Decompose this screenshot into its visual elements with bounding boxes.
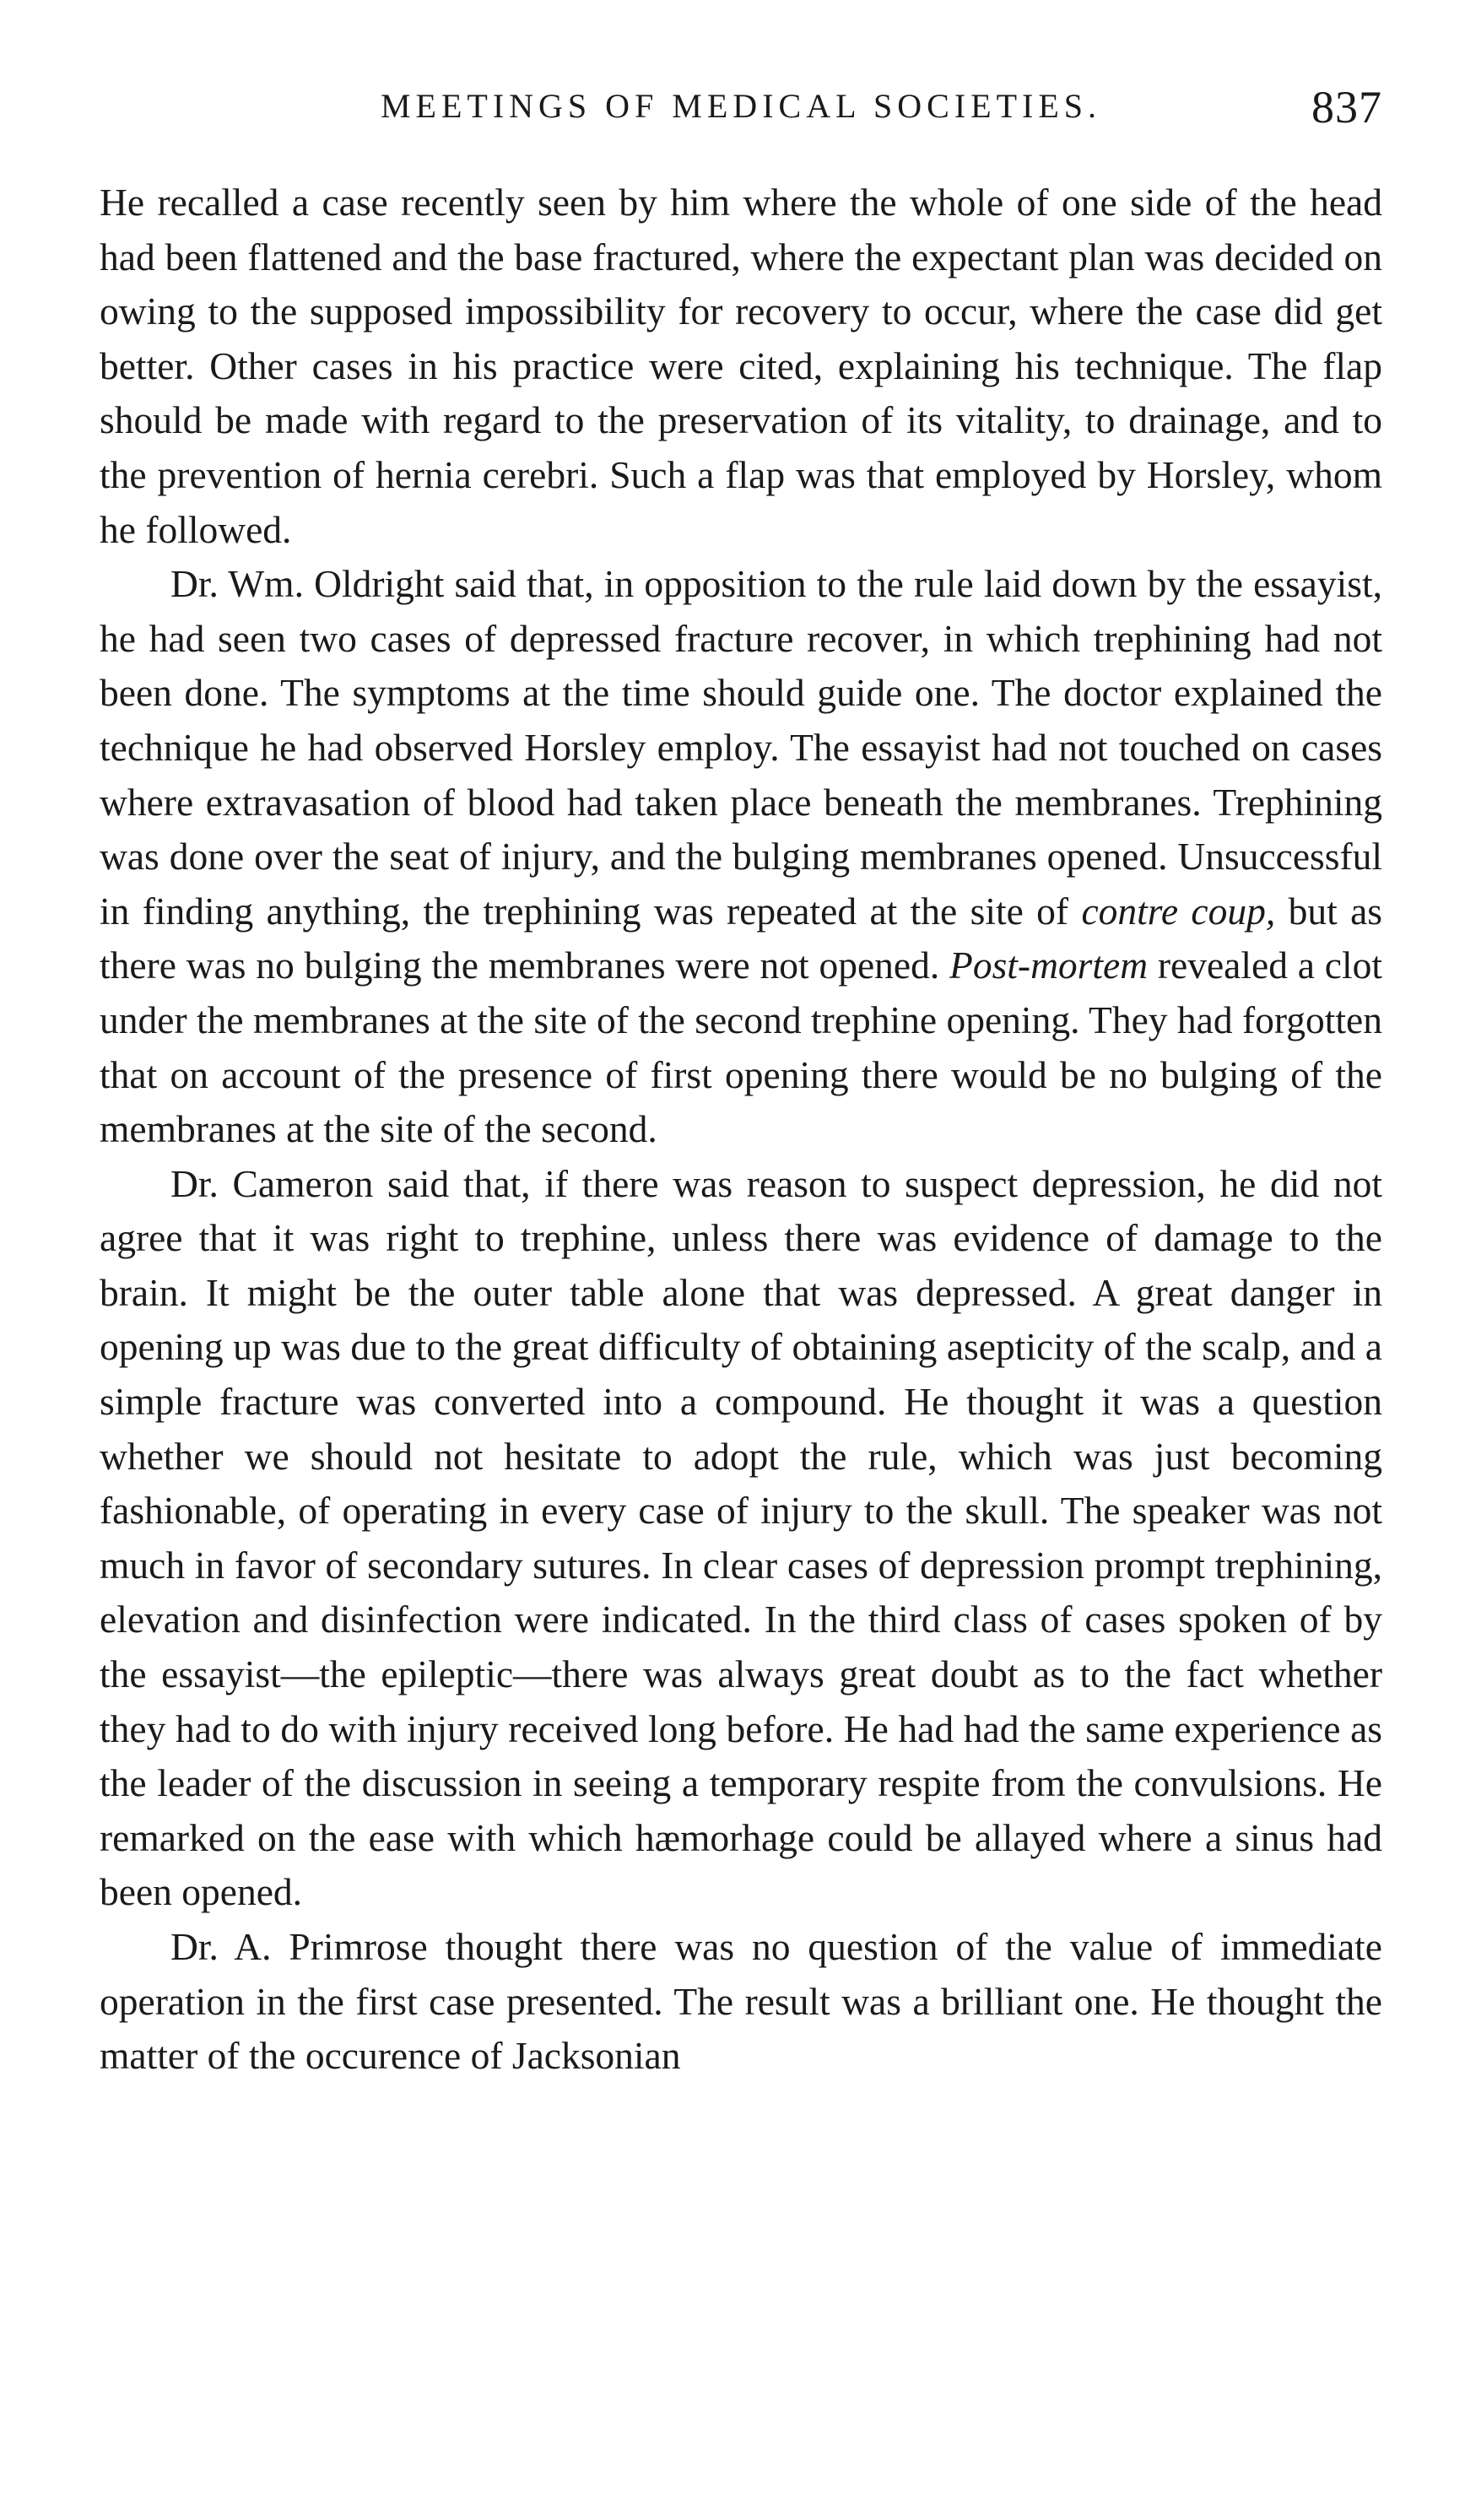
page-number: 837 (1311, 82, 1382, 132)
paragraph-text: Dr. Wm. Oldright said that, in opposition to the rule laid down by the essayist, he had seen two cases of depressed fracture recover, in which trephining had not been done. The symptoms at the time should guide one. The doctor explained the technique he had observed Horsley employ. The essayist had not touched on cases where extravasation of blood had taken place beneath the membranes. Trephining was done over the seat of injury, and the bulging membranes opened. Unsuccessful in finding anything, the trephining was repeated at the site of (100, 562, 1382, 933)
running-title: MEETINGS OF MEDICAL SOCIETIES. (380, 87, 1102, 125)
italic-term-contre-coup: contre coup, (1081, 889, 1276, 933)
paragraph-text: He recalled a case recently seen by him where the whole of one side of the head had been flattened and the base fractured, where the expectant plan was decided on owing to the supposed impossibility for recovery to occur, where the case did get better. Other cases in his practice were cited, explaining his technique. The flap should be made with regard to the preservation of its vitality, to drainage, and to the prevention of hernia cerebri. Such a flap was that employed by Horsley, whom he followed. (100, 181, 1382, 551)
paragraph-oldright (100, 557, 1382, 1157)
paragraph-text: Dr. Cameron said that, if there was reason to suspect depression, he did not agree that it was right to trephine, unless there was evidence of damage to the brain. It might be the outer table alone that was depressed. A great danger in opening up was due to the great difficulty of obtaining asepticity of the scalp, and a simple fracture was converted into a compound. He thought it was a question whether we should not hesitate to adopt the rule, which was just becoming fashionable, of operating in every case of injury to the skull. The speaker was not much in favor of secondary sutures. In clear cases of depression prompt trephining, elevation and disinfection were indicated. In the third class of cases spoken of by the essayist—the epileptic—there was always great doubt as to the fact whether they had to do with injury received long before. He had had the same experience as the leader of the discussion in seeing a temporary respite from the convulsions. He remarked on the ease with which hæmorhage could be allayed where a sinus had been opened. (100, 1161, 1382, 1914)
paragraph-text: revealed a clot under the membranes at the site of the second trephine opening. They had forgotten that on account of the presence of first opening there would be no bulging of the membranes at the site of the second. (100, 944, 1382, 1151)
running-head (100, 81, 1382, 149)
paragraph-cameron (100, 1157, 1382, 1920)
paragraph-text: but as there was no bulging the membranes were not opened. (100, 889, 1383, 987)
paragraph-primrose (100, 1920, 1382, 2084)
paragraph-text: Dr. A. Primrose thought there was no question of the value of immediate operation in the first case presented. The result was a brilliant one. He thought the matter of the occurence of Jacksonian (100, 1925, 1382, 2078)
italic-term-post-mortem: Post-mortem (949, 944, 1149, 987)
body-text (100, 176, 1382, 2084)
paragraph-horsley-flap (100, 176, 1382, 557)
